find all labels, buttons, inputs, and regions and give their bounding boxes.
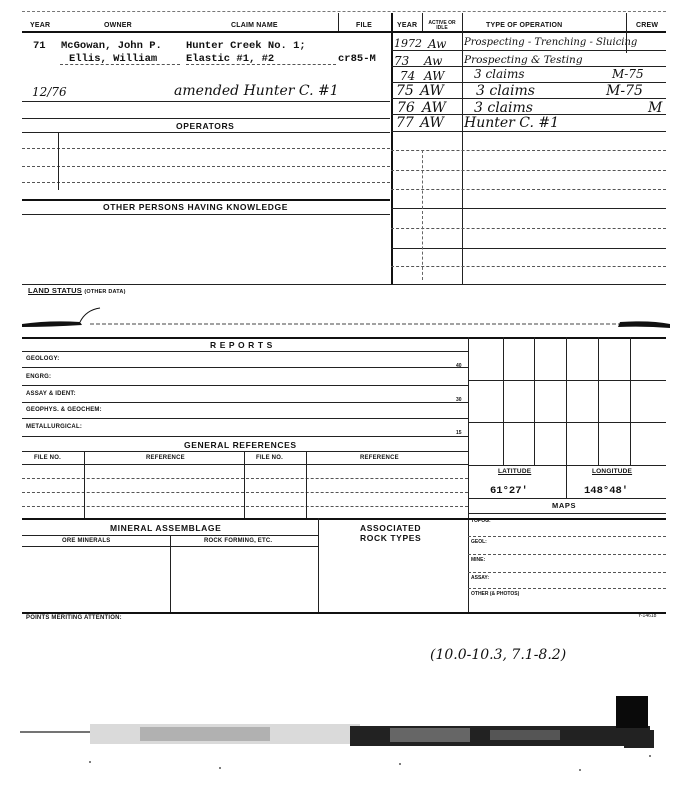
- other-persons-title: OTHER PERSONS HAVING KNOWLEDGE: [103, 202, 289, 212]
- op-year-2: 73: [394, 54, 410, 68]
- form-number: Y-14618: [638, 613, 657, 619]
- map-assay: ASSAY:: [471, 575, 490, 581]
- op-crew-3: M-75: [612, 67, 644, 81]
- op-type-1: Prospecting - Trenching - Sluicing: [464, 37, 638, 48]
- op-type-4: 3 claims: [476, 83, 535, 99]
- op-status-6: AW: [420, 115, 444, 131]
- owner-year: 71: [33, 40, 46, 52]
- op-type-2: Prospecting & Testing: [464, 54, 583, 66]
- report-geophys: GEOPHYS. & GEOCHEM:: [26, 407, 102, 413]
- land-status-marks: [20, 300, 670, 335]
- latitude-label: LATITUDE: [498, 468, 532, 475]
- op-status-4: AW: [420, 83, 444, 99]
- op-crew-5: M: [648, 100, 663, 116]
- amend-date: 12/76: [32, 85, 67, 99]
- owner-name-2: Ellis, William: [69, 53, 158, 65]
- header-claim-name: CLAIM NAME: [231, 22, 278, 29]
- header-file: FILE: [356, 22, 372, 29]
- op-type-6: Hunter C. #1: [464, 115, 560, 131]
- op-year-1: 1972: [394, 37, 422, 50]
- op-status-1: Aw: [428, 37, 447, 51]
- op-type-3: 3 claims: [474, 67, 525, 81]
- op-status-2: Aw: [424, 54, 443, 68]
- header-active-idle: ACTIVE OR IDLE: [428, 20, 456, 31]
- map-other: OTHER (& PHOTOS): [471, 591, 520, 597]
- map-topog: TOPOG:: [471, 518, 491, 524]
- amend-note: amended Hunter C. #1: [174, 83, 339, 99]
- reports-title: R E P O R T S: [210, 340, 273, 350]
- latitude-value: 61°27': [490, 485, 528, 497]
- operators-title: OPERATORS: [176, 121, 235, 131]
- rock-forming-label: ROCK FORMING, ETC.: [204, 538, 273, 544]
- op-year-5: 76: [397, 100, 415, 116]
- longitude-value: 148°48': [584, 485, 629, 497]
- op-year-6: 77: [396, 115, 414, 131]
- op-type-5: 3 claims: [474, 100, 533, 116]
- claim-name-2: Elastic #1, #2: [186, 53, 275, 65]
- report-assay: ASSAY & IDENT:: [26, 391, 76, 397]
- op-status-3: AW: [424, 69, 445, 83]
- land-status-sub: (OTHER DATA): [84, 289, 126, 295]
- ref-col-reference-1: REFERENCE: [146, 455, 185, 461]
- side-number-15: 15: [456, 430, 462, 436]
- map-mine: MINE:: [471, 557, 486, 563]
- claim-name-1: Hunter Creek No. 1;: [186, 40, 306, 52]
- general-references-title: GENERAL REFERENCES: [184, 440, 297, 450]
- header-owner: OWNER: [104, 22, 132, 29]
- ore-minerals-label: ORE MINERALS: [62, 538, 111, 544]
- side-number-40: 40: [456, 363, 462, 369]
- report-engrg: ENGRG:: [26, 374, 52, 380]
- handwritten-coordinates: (10.0-10.3, 7.1-8.2): [430, 647, 567, 663]
- header-year: YEAR: [30, 22, 51, 29]
- op-status-5: AW: [422, 100, 446, 116]
- op-year-3: 74: [400, 69, 416, 83]
- ref-col-reference-2: REFERENCE: [360, 455, 399, 461]
- rock-types-label: ROCK TYPES: [360, 533, 422, 543]
- report-geology: GEOLOGY:: [26, 356, 60, 362]
- mineral-assemblage-title: MINERAL ASSEMBLAGE: [110, 523, 222, 533]
- header-year-2: YEAR: [397, 22, 418, 29]
- owner-name-1: McGowan, John P.: [61, 40, 162, 52]
- file-number: cr85-M: [338, 53, 376, 65]
- longitude-label: LONGITUDE: [592, 468, 633, 475]
- land-status-text: LAND STATUS: [28, 286, 83, 295]
- associated-label: ASSOCIATED: [360, 523, 422, 533]
- land-status-label: [28, 286, 126, 295]
- maps-label: MAPS: [552, 501, 577, 510]
- header-crew: CREW: [636, 22, 659, 29]
- report-metallurgical: METALLURGICAL:: [26, 424, 83, 430]
- header-type-of-operation: TYPE OF OPERATION: [486, 22, 563, 29]
- map-geol: GEOL:: [471, 539, 487, 545]
- side-number-30: 30: [456, 397, 462, 403]
- op-year-4: 75: [396, 83, 414, 99]
- scan-noise: [20, 692, 670, 782]
- points-meriting-attention: POINTS MERITING ATTENTION:: [26, 615, 122, 621]
- ref-col-file-no-2: FILE NO.: [256, 455, 283, 461]
- ref-col-file-no-1: FILE NO.: [34, 455, 61, 461]
- op-crew-4: M-75: [606, 83, 643, 99]
